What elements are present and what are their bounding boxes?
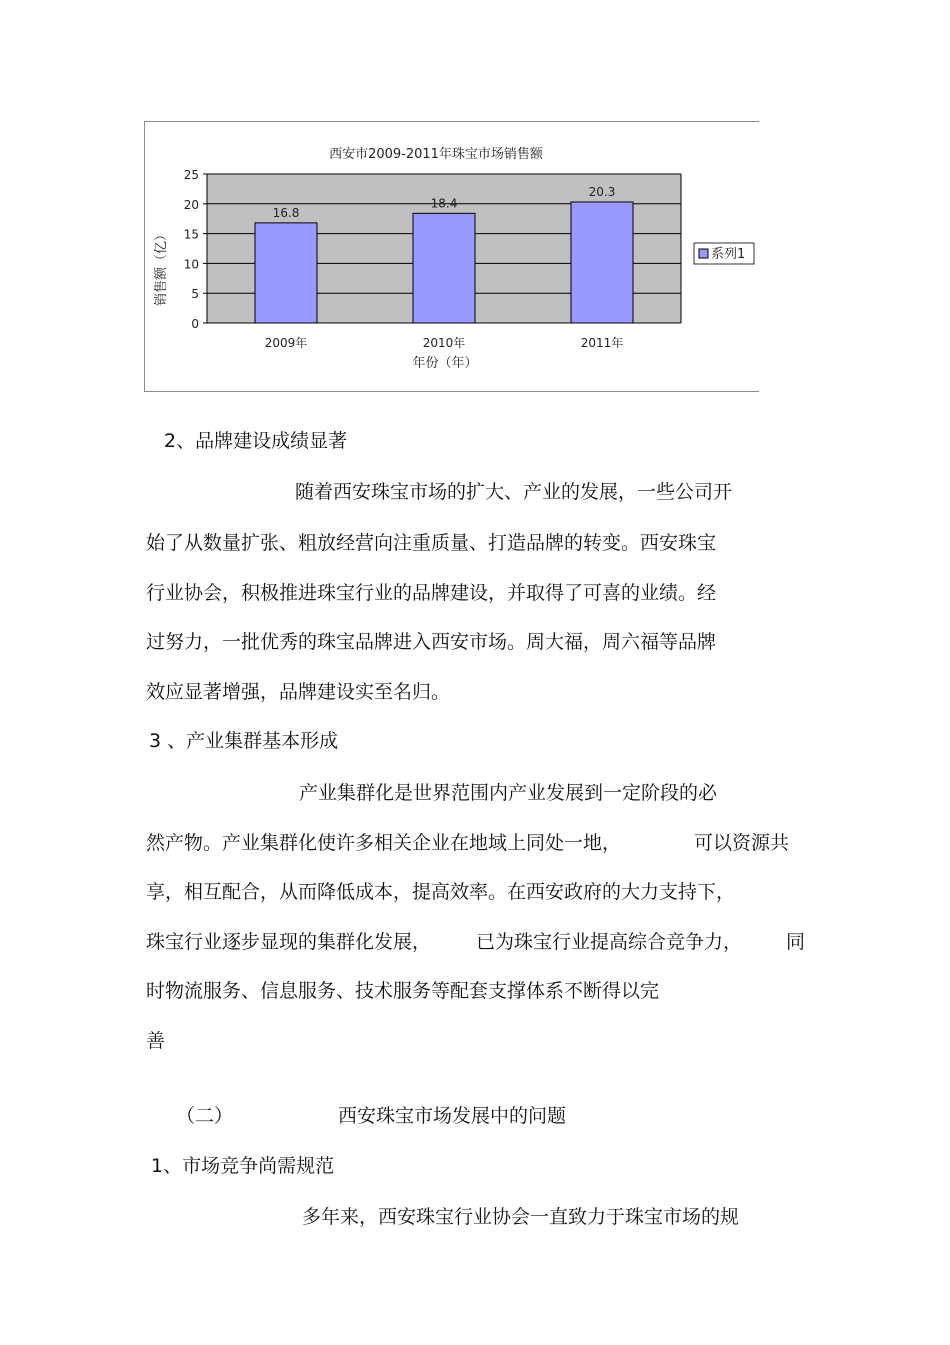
section-2-heading: 2、品牌建设成绩显著 xyxy=(164,430,348,452)
s2-line-1: 随着西安珠宝市场的扩大、产业的发展，一些公司开 xyxy=(295,481,733,503)
s3-line-4c: 同 xyxy=(786,931,806,953)
s3-line-4b: 已为珠宝行业提高综合竞争力， xyxy=(476,931,743,953)
section-3-heading: 3 、产业集群基本形成 xyxy=(149,730,339,752)
y-tick-label: 0 xyxy=(191,317,199,331)
s3-line-2b: 可以资源共 xyxy=(694,832,790,854)
bar-chart-svg xyxy=(145,122,759,391)
bar xyxy=(571,202,633,323)
x-tick-label: 2009年 xyxy=(264,336,308,350)
s3-line-5: 时物流服务、信息服务、技术服务等配套支撑体系不断得以完 xyxy=(146,980,660,1002)
s3-line-4: 珠宝行业逐步显现的集群化发展， xyxy=(146,931,432,953)
legend-swatch xyxy=(699,249,708,258)
x-tick-label: 2011年 xyxy=(580,336,624,350)
s2-line-2: 始了从数量扩张、粗放经营向注重质量、打造品牌的转变。西安珠宝 xyxy=(146,532,717,554)
legend-label: 系列1 xyxy=(711,247,746,262)
s1-line-1: 多年来，西安珠宝行业协会一直致力于珠宝市场的规 xyxy=(302,1206,740,1228)
data-label: 20.3 xyxy=(588,185,616,200)
y-tick-label: 25 xyxy=(183,168,199,182)
y-axis-label: 销售额（亿） xyxy=(154,227,169,307)
part-2-title: 西安珠宝市场发展中的问题 xyxy=(338,1105,567,1127)
s2-line-3: 行业协会，积极推进珠宝行业的品牌建设，并取得了可喜的业绩。经 xyxy=(146,582,717,604)
y-tick-label: 20 xyxy=(183,197,199,212)
s3-line-6: 善 xyxy=(146,1030,166,1052)
part-2-number: （二） xyxy=(176,1105,234,1127)
y-tick-label: 10 xyxy=(183,257,199,272)
bar xyxy=(413,213,475,323)
x-axis-label: 年份（年） xyxy=(412,356,478,371)
bar xyxy=(255,223,317,323)
s3-line-3: 享，相互配合，从而降低成本，提高效率。在西安政府的大力支持下， xyxy=(146,881,736,903)
data-label: 16.8 xyxy=(272,205,300,220)
s2-line-5: 效应显著增强，品牌建设实至名归。 xyxy=(146,681,451,703)
y-tick-label: 5 xyxy=(191,287,199,302)
s2-line-4: 过努力，一批优秀的珠宝品牌进入西安市场。周大福，周六福等品牌 xyxy=(146,631,717,653)
section-1-heading: 1、市场竞争尚需规范 xyxy=(151,1155,335,1177)
data-label: 18.4 xyxy=(430,196,458,211)
sales-chart xyxy=(144,121,759,392)
chart-title: 西安市2009-2011年珠宝市场销售额 xyxy=(329,147,543,162)
s3-line-2: 然产物。产业集群化使许多相关企业在地域上同处一地， xyxy=(146,832,622,854)
x-tick-label: 2010年 xyxy=(422,336,466,350)
y-tick-label: 15 xyxy=(183,227,199,242)
s3-line-1: 产业集群化是世界范围内产业发展到一定阶段的必 xyxy=(299,782,718,804)
